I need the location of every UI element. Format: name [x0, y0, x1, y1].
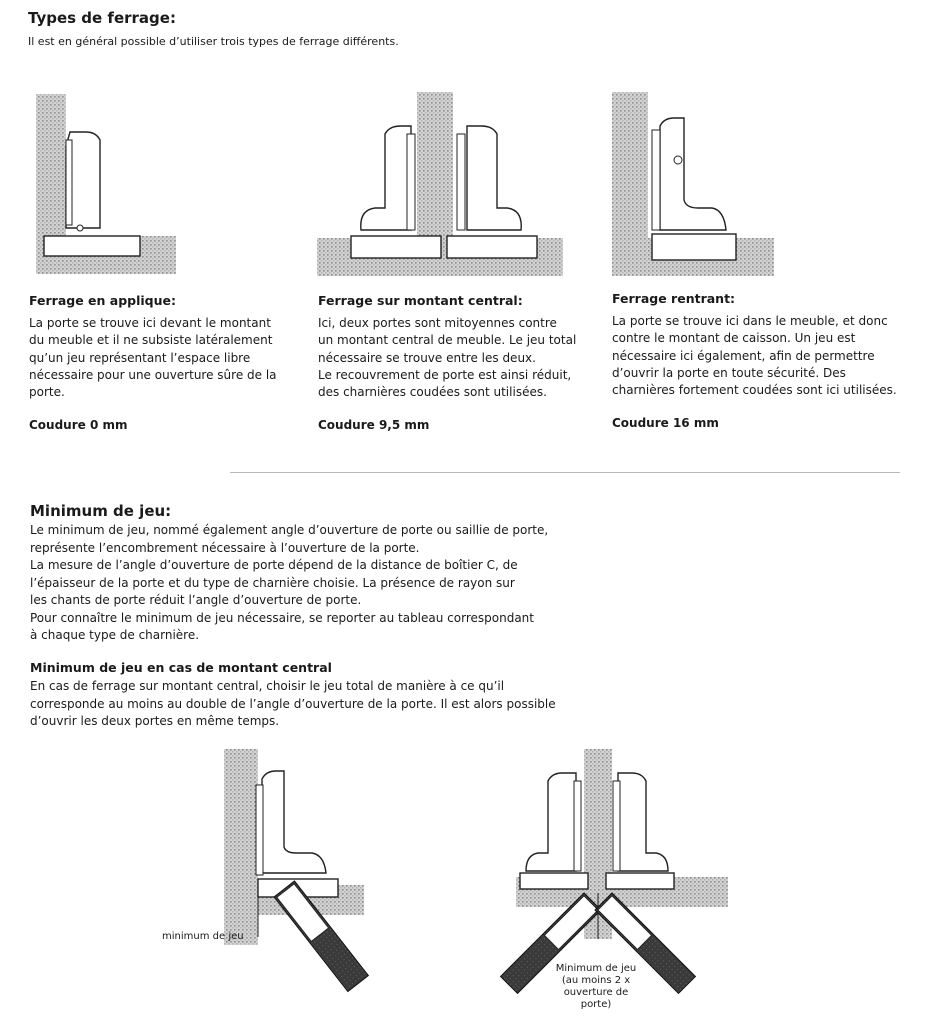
- col-applique-heading: Ferrage en applique:: [29, 293, 177, 308]
- col-central-coudure: Coudure 9,5 mm: [318, 418, 430, 432]
- section-title-minimum: Minimum de jeu:: [30, 502, 172, 520]
- central-heading: Minimum de jeu en cas de montant central: [30, 660, 332, 675]
- hinge-applique-figure: [30, 88, 180, 278]
- col-central-text: Ici, deux portes sont mitoyennes contre un montant central de meuble. Le jeu total nécessaire se trouve entre les deux. Le recouvrement de porte est ainsi réduit, des charnières coudées sont utilisées.: [318, 316, 577, 400]
- right-caption: Minimum de jeu (au moins 2 x ouverture de porte): [555, 963, 637, 1010]
- hinge-central-figure: [315, 90, 565, 280]
- col-rentrant-coudure: Coudure 16 mm: [612, 416, 719, 430]
- left-caption: minimum de jeu: [162, 931, 244, 942]
- page-subtitle: Il est en général possible d’utiliser trois types de ferrage différents.: [28, 35, 399, 48]
- col-rentrant-text: La porte se trouve ici dans le meuble, et donc contre le montant de caisson. Un jeu est nécessaire ici également, afin de permettre d’ouvrir la porte en toute sécurité. Des charnières fortement coudées sont ici utilisées.: [612, 314, 897, 398]
- col-central-heading: Ferrage sur montant central:: [318, 293, 523, 308]
- page-title: Types de ferrage:: [28, 9, 176, 27]
- minimum-jeu-figure: [218, 745, 378, 1005]
- col-applique-coudure: Coudure 0 mm: [29, 418, 128, 432]
- central-text: En cas de ferrage sur montant central, choisir le jeu total de manière à ce qu’il corresponde au moins au double de l’angle d’ouverture de la porte. Il est alors possible d’ouvrir les deux portes en même temps.: [30, 679, 556, 728]
- section-divider: [230, 472, 900, 473]
- col-rentrant-heading: Ferrage rentrant:: [612, 291, 736, 306]
- hinge-rentrant-figure: [608, 90, 778, 280]
- col-applique-text: La porte se trouve ici devant le montant du meuble et il ne subsiste latéralement qu’un jeu représentant l’espace libre nécessaire pour une ouverture sûre de la porte.: [29, 316, 277, 400]
- minimum-jeu-central-figure: [490, 745, 730, 995]
- minimum-text: Le minimum de jeu, nommé également angle d’ouverture de porte ou saillie de porte, représente l’encombrement nécessaire à l’ouverture de la porte. La mesure de l’angle d’ouverture de porte dépend de la distance de boîtier C, de l’épaisseur de la porte et du type de charnière choisie. La présence de rayon sur les chants de porte réduit l’angle d’ouverture de porte. Pour connaître le minimum de jeu nécessaire, se reporter au tableau correspondant à chaque type de charnière.: [30, 523, 549, 642]
